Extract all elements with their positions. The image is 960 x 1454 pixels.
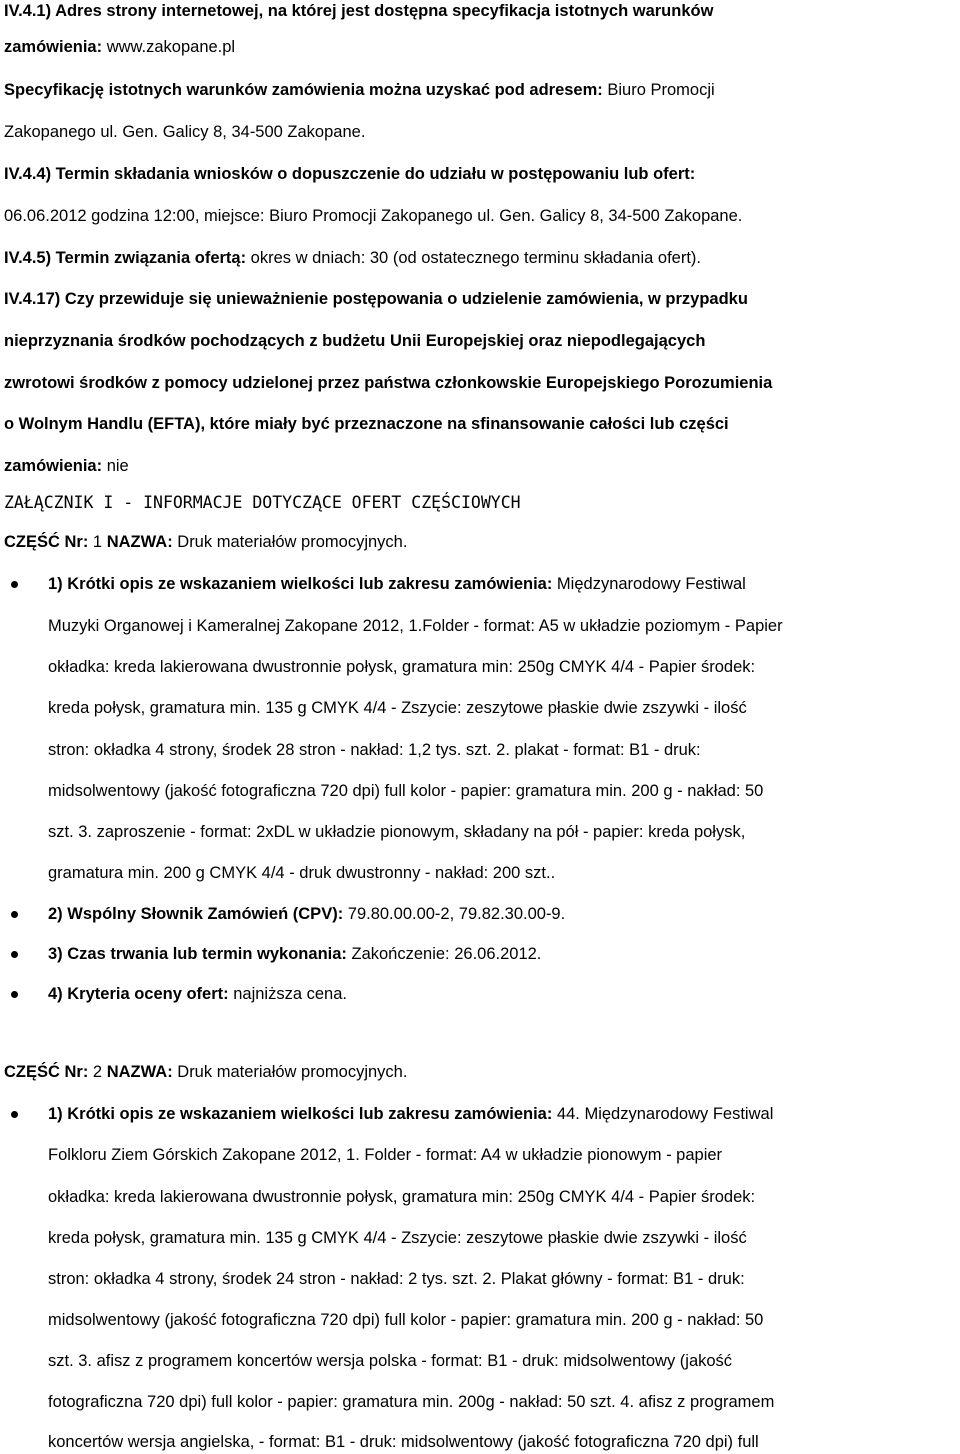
part1-label-nazwa: NAZWA: — [106, 533, 173, 551]
part1-heading — [4, 531, 407, 553]
section-4-17-line5 — [4, 455, 129, 477]
part2-item1-text9: koncertów wersja angielska, - format: B1 - druk: midsolwentowy (jakość fotograficzna 720 dpi) full — [48, 1433, 759, 1451]
section-4-5-value: okres w dniach: 30 (od ostatecznego terminu składania ofert). — [246, 249, 701, 267]
part1-item1-text5: stron: okładka 4 strony, środek 28 stron - nakład: 1,2 tys. szt. 2. plakat - format: B1 - druk: — [48, 741, 701, 759]
part1-item4 — [48, 983, 347, 1005]
part1-number: 1 — [88, 533, 107, 551]
section-4-17-label: zamówienia: — [4, 457, 103, 475]
attachment-title-text: ZAŁĄCZNIK I - INFORMACJE DOTYCZĄCE OFERT CZĘŚCIOWYCH — [4, 493, 521, 512]
part2-item1-line8 — [48, 1391, 774, 1413]
deadline-text: 06.06.2012 godzina 12:00, miejsce: Biuro Promocji Zakopanego ul. Gen. Galicy 8, 34-500 Zakopane. — [4, 207, 743, 225]
attachment-title — [4, 492, 521, 514]
part1-item1-line4 — [48, 697, 747, 719]
spec-office-address: Zakopanego ul. Gen. Galicy 8, 34-500 Zakopane. — [4, 123, 366, 141]
part1-duration-value: Zakończenie: 26.06.2012. — [346, 945, 542, 963]
part2-item1-text3: okładka: kreda lakierowana dwustronnie połysk, gramatura min: 250g CMYK 4/4 - Papier środek: — [48, 1188, 756, 1206]
part1-item1-line6 — [48, 780, 763, 802]
section-4-17-line2 — [4, 330, 705, 352]
part2-item1-label: 1) Krótki opis ze wskazaniem wielkości lub zakresu zamówienia: — [48, 1105, 553, 1123]
section-4-1-spec-location — [4, 79, 715, 101]
section-4-17-text3: zwrotowi środków z pomocy udzielonej przez państwa członkowskie Europejskiego Porozumienia — [4, 374, 773, 392]
part1-name: Druk materiałów promocyjnych. — [172, 533, 408, 551]
part1-item1-text4: kreda połysk, gramatura min. 135 g CMYK 4/4 - Zszycie: zeszytowe płaskie dwie zszywki - ilość — [48, 699, 747, 717]
section-4-1-line1: IV.4.1) Adres strony internetowej, na której jest dostępna specyfikacja istotnych warunków — [4, 2, 714, 20]
part1-item1-value: Międzynarodowy Festiwal — [552, 575, 746, 593]
section-4-17-text2: nieprzyznania środków pochodzących z budżetu Unii Europejskiej oraz niepodlegających — [4, 332, 706, 350]
section-4-1-heading — [4, 0, 713, 22]
part2-item1-text7: szt. 3. afisz z programem koncertów wersja polska - format: B1 - druk: midsolwentowy (jakość — [48, 1352, 733, 1370]
spec-office-name: Biuro Promocji — [602, 81, 715, 99]
part1-duration-label: 3) Czas trwania lub termin wykonania: — [48, 945, 347, 963]
section-4-4-deadline — [4, 205, 742, 227]
part1-item1-line8 — [48, 862, 555, 884]
bullet-icon — [11, 911, 18, 918]
section-4-4-title: IV.4.4) Termin składania wniosków o dopuszczenie do udziału w postępowaniu lub ofert: — [4, 165, 696, 183]
part2-heading — [4, 1061, 407, 1083]
part1-criteria-value: najniższa cena. — [228, 985, 347, 1003]
part2-number: 2 — [88, 1063, 107, 1081]
section-4-4-heading — [4, 163, 695, 185]
part2-item1-text5: stron: okładka 4 strony, środek 24 stron - nakład: 2 tys. szt. 2. Plakat główny - format: B1 - druk: — [48, 1270, 745, 1288]
website-url: www.zakopane.pl — [102, 38, 236, 56]
part1-criteria-label: 4) Kryteria oceny ofert: — [48, 985, 229, 1003]
part1-item3 — [48, 943, 541, 965]
label-zamowienia: zamówienia: — [4, 38, 103, 56]
part1-item1-text7: szt. 3. zaproszenie - format: 2xDL w układzie pionowym, składany na pół - papier: kreda połysk, — [48, 823, 746, 841]
part2-item1-line4 — [48, 1227, 747, 1249]
part2-item1-value: 44. Międzynarodowy Festiwal — [552, 1105, 774, 1123]
part1-item1-text6: midsolwentowy (jakość fotograficzna 720 dpi) full kolor - papier: gramatura min. 200 g - nakład: 50 — [48, 782, 764, 800]
part2-item1-line2 — [48, 1144, 722, 1166]
section-4-17-text4: o Wolnym Handlu (EFTA), które miały być przeznaczone na sfinansowanie całości lub części — [4, 415, 729, 433]
bullet-icon — [11, 1111, 18, 1118]
part1-item1-label: 1) Krótki opis ze wskazaniem wielkości lub zakresu zamówienia: — [48, 575, 553, 593]
part1-item1-line2 — [48, 615, 783, 637]
section-4-17-answer: nie — [102, 457, 129, 475]
part1-item1-text3: okładka: kreda lakierowana dwustronnie połysk, gramatura min: 250g CMYK 4/4 - Papier środek: — [48, 658, 756, 676]
part1-item1-line5 — [48, 739, 701, 761]
part1-label-nr: CZĘŚĆ Nr: — [4, 533, 89, 551]
section-4-1-address — [4, 36, 235, 58]
part2-label-nr: CZĘŚĆ Nr: — [4, 1063, 89, 1081]
part1-cpv-label: 2) Wspólny Słownik Zamówień (CPV): — [48, 905, 344, 923]
part2-item1-text8: fotograficzna 720 dpi) full kolor - papier: gramatura min. 200g - nakład: 50 szt. 4. afisz z programem — [48, 1393, 775, 1411]
bullet-icon — [11, 991, 18, 998]
section-4-17-text1: IV.4.17) Czy przewiduje się unieważnienie postępowania o udzielenie zamówienia, w przypadku — [4, 290, 748, 308]
part1-item1-line3 — [48, 656, 755, 678]
part1-item1-text2: Muzyki Organowej i Kameralnej Zakopane 2012, 1.Folder - format: A5 w układzie poziomym - Papier — [48, 617, 783, 635]
part2-item1-line5 — [48, 1268, 745, 1290]
bullet-icon — [11, 581, 18, 588]
part2-item1-text6: midsolwentowy (jakość fotograficzna 720 dpi) full kolor - papier: gramatura min. 200 g - nakład: 50 — [48, 1311, 764, 1329]
part1-cpv-value: 79.80.00.00-2, 79.82.30.00-9. — [343, 905, 566, 923]
part2-item1-text4: kreda połysk, gramatura min. 135 g CMYK 4/4 - Zszycie: zeszytowe płaskie dwie zszywki - ilość — [48, 1229, 747, 1247]
part2-item1-line1 — [48, 1103, 773, 1125]
section-4-17-line4 — [4, 413, 729, 435]
part2-item1-line3 — [48, 1186, 755, 1208]
part2-item1-line6 — [48, 1309, 763, 1331]
part1-item1-line1 — [48, 573, 746, 595]
part1-item2 — [48, 903, 565, 925]
label-spec-address: Specyfikację istotnych warunków zamówienia można uzyskać pod adresem: — [4, 81, 603, 99]
section-4-1-spec-location-cont — [4, 121, 365, 143]
section-4-5 — [4, 247, 701, 269]
part2-item1-line7 — [48, 1350, 732, 1372]
part2-name: Druk materiałów promocyjnych. — [172, 1063, 408, 1081]
part2-item1-text2: Folkloru Ziem Górskich Zakopane 2012, 1. Folder - format: A4 w układzie pionowym - papier — [48, 1146, 723, 1164]
section-4-17-line1 — [4, 288, 748, 310]
part2-label-nazwa: NAZWA: — [106, 1063, 173, 1081]
bullet-icon — [11, 951, 18, 958]
part1-item1-text8: gramatura min. 200 g CMYK 4/4 - druk dwustronny - nakład: 200 szt.. — [48, 864, 556, 882]
part1-item1-line7 — [48, 821, 745, 843]
section-4-17-line3 — [4, 372, 772, 394]
section-4-5-title: IV.4.5) Termin związania ofertą: — [4, 249, 247, 267]
part2-item1-line9 — [48, 1431, 759, 1453]
